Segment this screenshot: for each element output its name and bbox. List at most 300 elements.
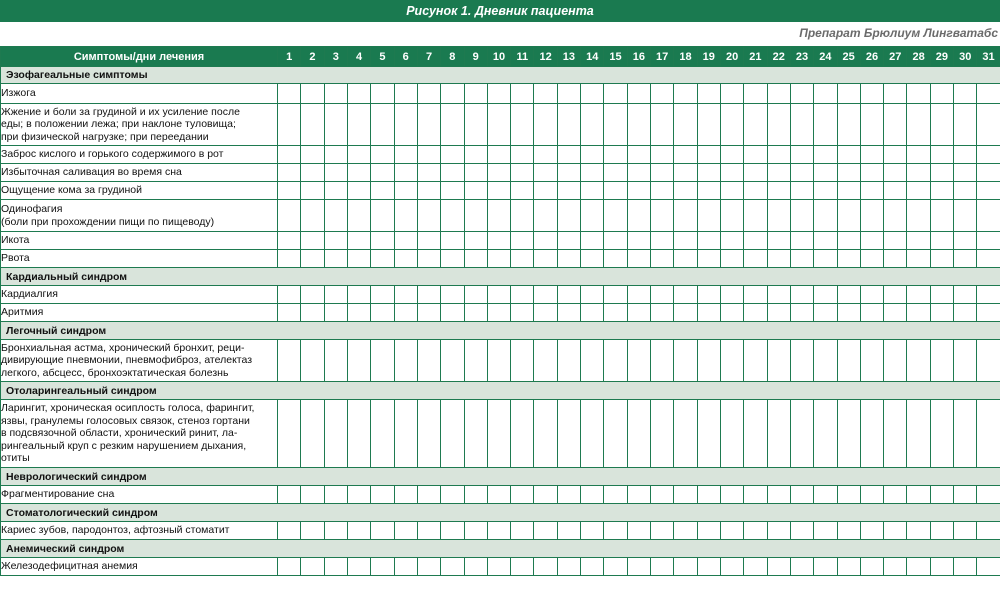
day-entry-cell[interactable] xyxy=(767,286,790,304)
day-entry-cell[interactable] xyxy=(394,400,417,468)
day-entry-cell[interactable] xyxy=(884,200,907,232)
day-entry-cell[interactable] xyxy=(674,522,697,540)
day-entry-cell[interactable] xyxy=(464,146,487,164)
day-entry-cell[interactable] xyxy=(674,104,697,146)
day-entry-cell[interactable] xyxy=(930,164,953,182)
day-entry-cell[interactable] xyxy=(930,250,953,268)
day-entry-cell[interactable] xyxy=(371,286,394,304)
day-entry-cell[interactable] xyxy=(697,522,720,540)
day-entry-cell[interactable] xyxy=(814,522,837,540)
day-entry-cell[interactable] xyxy=(977,104,1000,146)
day-entry-cell[interactable] xyxy=(487,558,510,576)
day-entry-cell[interactable] xyxy=(977,200,1000,232)
day-entry-cell[interactable] xyxy=(627,232,650,250)
day-entry-cell[interactable] xyxy=(674,250,697,268)
day-entry-cell[interactable] xyxy=(837,104,860,146)
day-entry-cell[interactable] xyxy=(767,400,790,468)
day-entry-cell[interactable] xyxy=(627,250,650,268)
day-entry-cell[interactable] xyxy=(301,304,324,322)
day-entry-cell[interactable] xyxy=(930,182,953,200)
day-entry-cell[interactable] xyxy=(394,340,417,382)
day-entry-cell[interactable] xyxy=(371,232,394,250)
day-entry-cell[interactable] xyxy=(347,400,370,468)
day-entry-cell[interactable] xyxy=(581,164,604,182)
day-entry-cell[interactable] xyxy=(954,84,977,104)
day-entry-cell[interactable] xyxy=(930,486,953,504)
day-entry-cell[interactable] xyxy=(511,182,534,200)
day-entry-cell[interactable] xyxy=(487,340,510,382)
day-entry-cell[interactable] xyxy=(394,164,417,182)
day-entry-cell[interactable] xyxy=(651,182,674,200)
day-entry-cell[interactable] xyxy=(557,304,580,322)
day-entry-cell[interactable] xyxy=(720,340,743,382)
day-entry-cell[interactable] xyxy=(651,340,674,382)
day-entry-cell[interactable] xyxy=(464,200,487,232)
day-entry-cell[interactable] xyxy=(720,146,743,164)
day-entry-cell[interactable] xyxy=(604,558,627,576)
day-entry-cell[interactable] xyxy=(674,486,697,504)
day-entry-cell[interactable] xyxy=(954,164,977,182)
day-entry-cell[interactable] xyxy=(767,104,790,146)
day-entry-cell[interactable] xyxy=(837,340,860,382)
day-entry-cell[interactable] xyxy=(487,146,510,164)
day-entry-cell[interactable] xyxy=(301,200,324,232)
day-entry-cell[interactable] xyxy=(511,486,534,504)
day-entry-cell[interactable] xyxy=(301,250,324,268)
day-entry-cell[interactable] xyxy=(347,250,370,268)
day-entry-cell[interactable] xyxy=(814,558,837,576)
day-entry-cell[interactable] xyxy=(674,164,697,182)
day-entry-cell[interactable] xyxy=(790,104,813,146)
day-entry-cell[interactable] xyxy=(371,84,394,104)
day-entry-cell[interactable] xyxy=(464,84,487,104)
day-entry-cell[interactable] xyxy=(581,558,604,576)
day-entry-cell[interactable] xyxy=(534,340,557,382)
day-entry-cell[interactable] xyxy=(884,400,907,468)
day-entry-cell[interactable] xyxy=(651,286,674,304)
day-entry-cell[interactable] xyxy=(930,200,953,232)
day-entry-cell[interactable] xyxy=(884,84,907,104)
day-entry-cell[interactable] xyxy=(604,250,627,268)
day-entry-cell[interactable] xyxy=(627,104,650,146)
day-entry-cell[interactable] xyxy=(417,400,440,468)
day-entry-cell[interactable] xyxy=(954,486,977,504)
day-entry-cell[interactable] xyxy=(907,164,930,182)
day-entry-cell[interactable] xyxy=(884,104,907,146)
day-entry-cell[interactable] xyxy=(790,164,813,182)
day-entry-cell[interactable] xyxy=(674,286,697,304)
day-entry-cell[interactable] xyxy=(790,84,813,104)
day-entry-cell[interactable] xyxy=(371,146,394,164)
day-entry-cell[interactable] xyxy=(511,286,534,304)
day-entry-cell[interactable] xyxy=(557,558,580,576)
day-entry-cell[interactable] xyxy=(604,232,627,250)
day-entry-cell[interactable] xyxy=(581,250,604,268)
day-entry-cell[interactable] xyxy=(417,146,440,164)
day-entry-cell[interactable] xyxy=(347,340,370,382)
day-entry-cell[interactable] xyxy=(487,232,510,250)
day-entry-cell[interactable] xyxy=(930,232,953,250)
day-entry-cell[interactable] xyxy=(511,146,534,164)
day-entry-cell[interactable] xyxy=(930,104,953,146)
day-entry-cell[interactable] xyxy=(860,232,883,250)
day-entry-cell[interactable] xyxy=(347,304,370,322)
day-entry-cell[interactable] xyxy=(441,558,464,576)
day-entry-cell[interactable] xyxy=(464,182,487,200)
day-entry-cell[interactable] xyxy=(417,250,440,268)
day-entry-cell[interactable] xyxy=(301,286,324,304)
day-entry-cell[interactable] xyxy=(301,558,324,576)
day-entry-cell[interactable] xyxy=(301,164,324,182)
day-entry-cell[interactable] xyxy=(767,182,790,200)
day-entry-cell[interactable] xyxy=(744,522,767,540)
day-entry-cell[interactable] xyxy=(324,400,347,468)
day-entry-cell[interactable] xyxy=(581,522,604,540)
day-entry-cell[interactable] xyxy=(464,558,487,576)
day-entry-cell[interactable] xyxy=(324,522,347,540)
day-entry-cell[interactable] xyxy=(627,400,650,468)
day-entry-cell[interactable] xyxy=(814,146,837,164)
day-entry-cell[interactable] xyxy=(814,164,837,182)
day-entry-cell[interactable] xyxy=(487,486,510,504)
day-entry-cell[interactable] xyxy=(371,304,394,322)
day-entry-cell[interactable] xyxy=(744,304,767,322)
day-entry-cell[interactable] xyxy=(464,400,487,468)
day-entry-cell[interactable] xyxy=(347,146,370,164)
day-entry-cell[interactable] xyxy=(814,304,837,322)
day-entry-cell[interactable] xyxy=(954,340,977,382)
day-entry-cell[interactable] xyxy=(417,558,440,576)
day-entry-cell[interactable] xyxy=(441,304,464,322)
day-entry-cell[interactable] xyxy=(744,146,767,164)
day-entry-cell[interactable] xyxy=(534,164,557,182)
day-entry-cell[interactable] xyxy=(464,340,487,382)
day-entry-cell[interactable] xyxy=(464,304,487,322)
day-entry-cell[interactable] xyxy=(604,304,627,322)
day-entry-cell[interactable] xyxy=(417,232,440,250)
day-entry-cell[interactable] xyxy=(417,486,440,504)
day-entry-cell[interactable] xyxy=(674,304,697,322)
day-entry-cell[interactable] xyxy=(651,304,674,322)
day-entry-cell[interactable] xyxy=(884,250,907,268)
day-entry-cell[interactable] xyxy=(417,522,440,540)
day-entry-cell[interactable] xyxy=(744,104,767,146)
day-entry-cell[interactable] xyxy=(394,286,417,304)
day-entry-cell[interactable] xyxy=(301,182,324,200)
day-entry-cell[interactable] xyxy=(837,558,860,576)
day-entry-cell[interactable] xyxy=(697,232,720,250)
day-entry-cell[interactable] xyxy=(534,400,557,468)
day-entry-cell[interactable] xyxy=(487,164,510,182)
day-entry-cell[interactable] xyxy=(954,304,977,322)
day-entry-cell[interactable] xyxy=(767,200,790,232)
day-entry-cell[interactable] xyxy=(417,164,440,182)
day-entry-cell[interactable] xyxy=(697,486,720,504)
day-entry-cell[interactable] xyxy=(977,84,1000,104)
day-entry-cell[interactable] xyxy=(347,104,370,146)
day-entry-cell[interactable] xyxy=(627,286,650,304)
day-entry-cell[interactable] xyxy=(487,522,510,540)
day-entry-cell[interactable] xyxy=(790,340,813,382)
day-entry-cell[interactable] xyxy=(394,250,417,268)
day-entry-cell[interactable] xyxy=(581,304,604,322)
day-entry-cell[interactable] xyxy=(790,400,813,468)
day-entry-cell[interactable] xyxy=(441,340,464,382)
day-entry-cell[interactable] xyxy=(674,182,697,200)
day-entry-cell[interactable] xyxy=(534,522,557,540)
day-entry-cell[interactable] xyxy=(301,84,324,104)
day-entry-cell[interactable] xyxy=(697,84,720,104)
day-entry-cell[interactable] xyxy=(417,182,440,200)
day-entry-cell[interactable] xyxy=(930,522,953,540)
day-entry-cell[interactable] xyxy=(790,558,813,576)
day-entry-cell[interactable] xyxy=(604,182,627,200)
day-entry-cell[interactable] xyxy=(604,146,627,164)
day-entry-cell[interactable] xyxy=(720,304,743,322)
day-entry-cell[interactable] xyxy=(767,250,790,268)
day-entry-cell[interactable] xyxy=(557,486,580,504)
day-entry-cell[interactable] xyxy=(278,104,301,146)
day-entry-cell[interactable] xyxy=(604,164,627,182)
day-entry-cell[interactable] xyxy=(930,286,953,304)
day-entry-cell[interactable] xyxy=(417,304,440,322)
day-entry-cell[interactable] xyxy=(534,304,557,322)
day-entry-cell[interactable] xyxy=(487,304,510,322)
day-entry-cell[interactable] xyxy=(837,486,860,504)
day-entry-cell[interactable] xyxy=(884,340,907,382)
day-entry-cell[interactable] xyxy=(417,104,440,146)
day-entry-cell[interactable] xyxy=(767,522,790,540)
day-entry-cell[interactable] xyxy=(884,286,907,304)
day-entry-cell[interactable] xyxy=(441,250,464,268)
day-entry-cell[interactable] xyxy=(441,84,464,104)
day-entry-cell[interactable] xyxy=(511,340,534,382)
day-entry-cell[interactable] xyxy=(534,232,557,250)
day-entry-cell[interactable] xyxy=(814,250,837,268)
day-entry-cell[interactable] xyxy=(954,146,977,164)
day-entry-cell[interactable] xyxy=(767,164,790,182)
day-entry-cell[interactable] xyxy=(557,522,580,540)
day-entry-cell[interactable] xyxy=(394,486,417,504)
day-entry-cell[interactable] xyxy=(371,250,394,268)
day-entry-cell[interactable] xyxy=(884,146,907,164)
day-entry-cell[interactable] xyxy=(464,104,487,146)
day-entry-cell[interactable] xyxy=(720,164,743,182)
day-entry-cell[interactable] xyxy=(790,182,813,200)
day-entry-cell[interactable] xyxy=(604,340,627,382)
day-entry-cell[interactable] xyxy=(534,84,557,104)
day-entry-cell[interactable] xyxy=(720,104,743,146)
day-entry-cell[interactable] xyxy=(720,558,743,576)
day-entry-cell[interactable] xyxy=(324,146,347,164)
day-entry-cell[interactable] xyxy=(441,200,464,232)
day-entry-cell[interactable] xyxy=(394,558,417,576)
day-entry-cell[interactable] xyxy=(837,200,860,232)
day-entry-cell[interactable] xyxy=(278,146,301,164)
day-entry-cell[interactable] xyxy=(278,164,301,182)
day-entry-cell[interactable] xyxy=(860,558,883,576)
day-entry-cell[interactable] xyxy=(347,286,370,304)
day-entry-cell[interactable] xyxy=(977,232,1000,250)
day-entry-cell[interactable] xyxy=(534,250,557,268)
day-entry-cell[interactable] xyxy=(930,400,953,468)
day-entry-cell[interactable] xyxy=(417,340,440,382)
day-entry-cell[interactable] xyxy=(697,304,720,322)
day-entry-cell[interactable] xyxy=(744,84,767,104)
day-entry-cell[interactable] xyxy=(814,182,837,200)
day-entry-cell[interactable] xyxy=(581,400,604,468)
day-entry-cell[interactable] xyxy=(557,146,580,164)
day-entry-cell[interactable] xyxy=(371,486,394,504)
day-entry-cell[interactable] xyxy=(581,286,604,304)
day-entry-cell[interactable] xyxy=(744,232,767,250)
day-entry-cell[interactable] xyxy=(511,522,534,540)
day-entry-cell[interactable] xyxy=(697,558,720,576)
day-entry-cell[interactable] xyxy=(278,200,301,232)
day-entry-cell[interactable] xyxy=(837,250,860,268)
day-entry-cell[interactable] xyxy=(278,304,301,322)
day-entry-cell[interactable] xyxy=(860,250,883,268)
day-entry-cell[interactable] xyxy=(347,84,370,104)
day-entry-cell[interactable] xyxy=(324,182,347,200)
day-entry-cell[interactable] xyxy=(557,164,580,182)
day-entry-cell[interactable] xyxy=(487,104,510,146)
day-entry-cell[interactable] xyxy=(744,200,767,232)
day-entry-cell[interactable] xyxy=(464,164,487,182)
day-entry-cell[interactable] xyxy=(954,104,977,146)
day-entry-cell[interactable] xyxy=(674,558,697,576)
day-entry-cell[interactable] xyxy=(441,400,464,468)
day-entry-cell[interactable] xyxy=(394,200,417,232)
day-entry-cell[interactable] xyxy=(278,340,301,382)
day-entry-cell[interactable] xyxy=(604,486,627,504)
day-entry-cell[interactable] xyxy=(347,164,370,182)
day-entry-cell[interactable] xyxy=(744,286,767,304)
day-entry-cell[interactable] xyxy=(534,200,557,232)
day-entry-cell[interactable] xyxy=(301,522,324,540)
day-entry-cell[interactable] xyxy=(604,104,627,146)
day-entry-cell[interactable] xyxy=(557,84,580,104)
day-entry-cell[interactable] xyxy=(557,232,580,250)
day-entry-cell[interactable] xyxy=(954,558,977,576)
day-entry-cell[interactable] xyxy=(278,486,301,504)
day-entry-cell[interactable] xyxy=(324,84,347,104)
day-entry-cell[interactable] xyxy=(534,558,557,576)
day-entry-cell[interactable] xyxy=(744,400,767,468)
day-entry-cell[interactable] xyxy=(651,164,674,182)
day-entry-cell[interactable] xyxy=(487,400,510,468)
day-entry-cell[interactable] xyxy=(977,286,1000,304)
day-entry-cell[interactable] xyxy=(441,182,464,200)
day-entry-cell[interactable] xyxy=(301,232,324,250)
day-entry-cell[interactable] xyxy=(697,164,720,182)
day-entry-cell[interactable] xyxy=(790,200,813,232)
day-entry-cell[interactable] xyxy=(720,200,743,232)
day-entry-cell[interactable] xyxy=(674,400,697,468)
day-entry-cell[interactable] xyxy=(697,400,720,468)
day-entry-cell[interactable] xyxy=(744,340,767,382)
day-entry-cell[interactable] xyxy=(651,84,674,104)
day-entry-cell[interactable] xyxy=(837,286,860,304)
day-entry-cell[interactable] xyxy=(371,104,394,146)
day-entry-cell[interactable] xyxy=(604,286,627,304)
day-entry-cell[interactable] xyxy=(674,232,697,250)
day-entry-cell[interactable] xyxy=(814,400,837,468)
day-entry-cell[interactable] xyxy=(954,250,977,268)
day-entry-cell[interactable] xyxy=(954,400,977,468)
day-entry-cell[interactable] xyxy=(441,486,464,504)
day-entry-cell[interactable] xyxy=(767,84,790,104)
day-entry-cell[interactable] xyxy=(907,84,930,104)
day-entry-cell[interactable] xyxy=(511,164,534,182)
day-entry-cell[interactable] xyxy=(278,400,301,468)
day-entry-cell[interactable] xyxy=(464,522,487,540)
day-entry-cell[interactable] xyxy=(557,182,580,200)
day-entry-cell[interactable] xyxy=(720,250,743,268)
day-entry-cell[interactable] xyxy=(977,522,1000,540)
day-entry-cell[interactable] xyxy=(301,400,324,468)
day-entry-cell[interactable] xyxy=(697,286,720,304)
day-entry-cell[interactable] xyxy=(581,146,604,164)
day-entry-cell[interactable] xyxy=(394,232,417,250)
day-entry-cell[interactable] xyxy=(977,340,1000,382)
day-entry-cell[interactable] xyxy=(301,340,324,382)
day-entry-cell[interactable] xyxy=(604,400,627,468)
day-entry-cell[interactable] xyxy=(651,250,674,268)
day-entry-cell[interactable] xyxy=(511,200,534,232)
day-entry-cell[interactable] xyxy=(324,340,347,382)
day-entry-cell[interactable] xyxy=(627,486,650,504)
day-entry-cell[interactable] xyxy=(511,84,534,104)
day-entry-cell[interactable] xyxy=(557,200,580,232)
day-entry-cell[interactable] xyxy=(720,232,743,250)
day-entry-cell[interactable] xyxy=(347,182,370,200)
day-entry-cell[interactable] xyxy=(394,304,417,322)
day-entry-cell[interactable] xyxy=(324,286,347,304)
day-entry-cell[interactable] xyxy=(837,164,860,182)
day-entry-cell[interactable] xyxy=(860,522,883,540)
day-entry-cell[interactable] xyxy=(744,558,767,576)
day-entry-cell[interactable] xyxy=(651,104,674,146)
day-entry-cell[interactable] xyxy=(790,250,813,268)
day-entry-cell[interactable] xyxy=(930,304,953,322)
day-entry-cell[interactable] xyxy=(744,250,767,268)
day-entry-cell[interactable] xyxy=(907,522,930,540)
day-entry-cell[interactable] xyxy=(790,146,813,164)
day-entry-cell[interactable] xyxy=(347,522,370,540)
day-entry-cell[interactable] xyxy=(907,400,930,468)
day-entry-cell[interactable] xyxy=(790,232,813,250)
day-entry-cell[interactable] xyxy=(534,146,557,164)
day-entry-cell[interactable] xyxy=(581,340,604,382)
day-entry-cell[interactable] xyxy=(977,146,1000,164)
day-entry-cell[interactable] xyxy=(884,232,907,250)
day-entry-cell[interactable] xyxy=(907,146,930,164)
day-entry-cell[interactable] xyxy=(790,286,813,304)
day-entry-cell[interactable] xyxy=(394,104,417,146)
day-entry-cell[interactable] xyxy=(534,486,557,504)
day-entry-cell[interactable] xyxy=(884,304,907,322)
day-entry-cell[interactable] xyxy=(487,250,510,268)
day-entry-cell[interactable] xyxy=(627,522,650,540)
day-entry-cell[interactable] xyxy=(954,286,977,304)
day-entry-cell[interactable] xyxy=(464,286,487,304)
day-entry-cell[interactable] xyxy=(581,104,604,146)
day-entry-cell[interactable] xyxy=(790,304,813,322)
day-entry-cell[interactable] xyxy=(930,340,953,382)
day-entry-cell[interactable] xyxy=(651,522,674,540)
day-entry-cell[interactable] xyxy=(534,286,557,304)
